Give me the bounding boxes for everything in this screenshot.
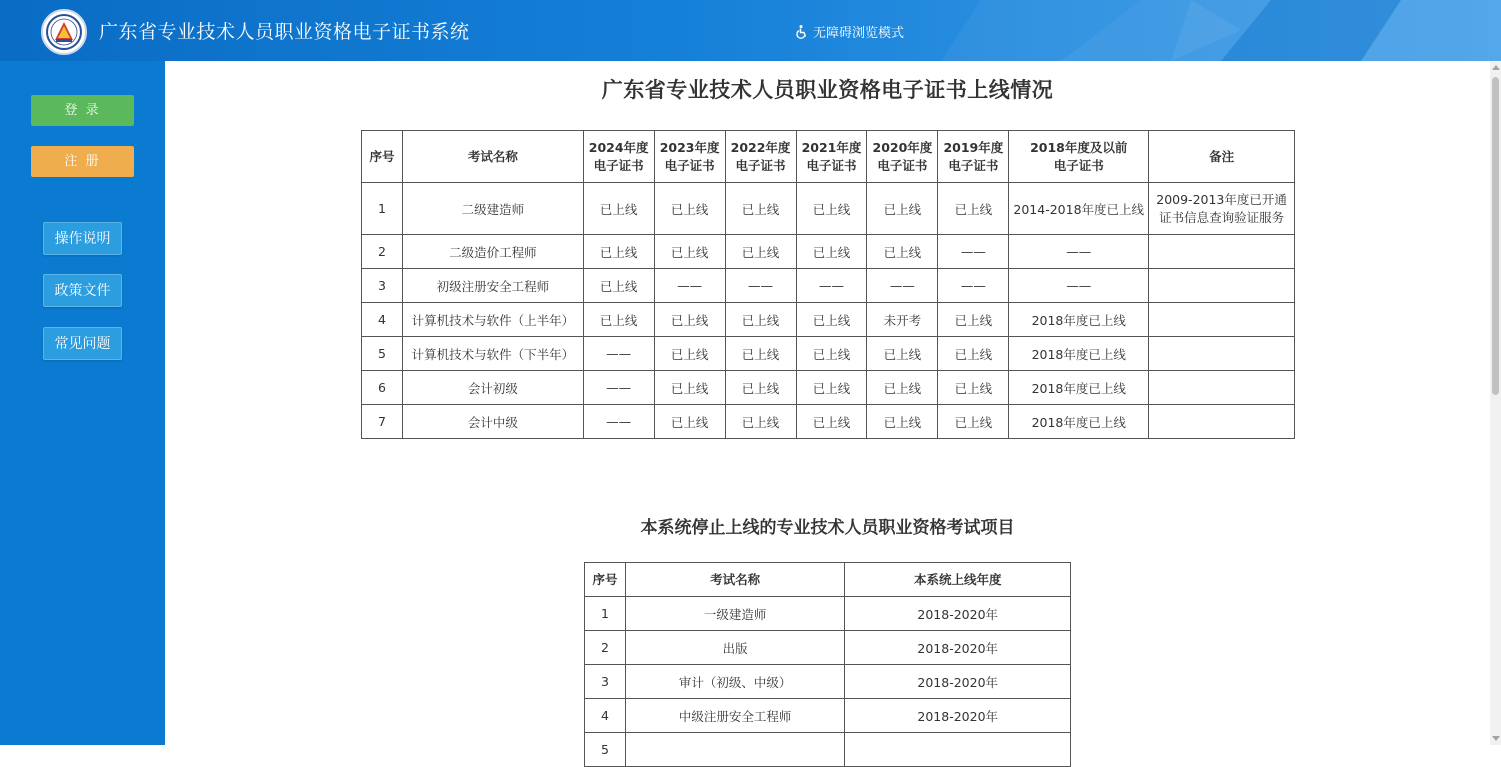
emblem-logo-icon[interactable] — [41, 9, 87, 55]
site-title: 广东省专业技术人员职业资格电子证书系统 — [99, 21, 470, 43]
discontinued-table-header-cell: 本系统上线年度 — [845, 563, 1071, 597]
status-table-cell: —— — [654, 269, 725, 303]
status-table-header-cell: 考试名称 — [402, 131, 583, 183]
status-table-cell: 已上线 — [867, 235, 938, 269]
status-table-cell: —— — [725, 269, 796, 303]
status-table-cell: 已上线 — [938, 371, 1009, 405]
status-table-cell: 6 — [362, 371, 403, 405]
status-table-cell — [1149, 405, 1295, 439]
status-table-cell: 已上线 — [796, 337, 867, 371]
status-table-cell: —— — [583, 405, 654, 439]
table-row — [362, 183, 1295, 235]
discontinued-section-title: 本系统停止上线的专业技术人员职业资格考试项目 — [640, 518, 1015, 538]
status-table-cell: 7 — [362, 405, 403, 439]
status-table-header-cell: 序号 — [362, 131, 403, 183]
status-table-cell — [1149, 303, 1295, 337]
accessibility-mode-label: 无障碍浏览模式 — [813, 26, 905, 41]
status-table-cell: 已上线 — [725, 371, 796, 405]
status-table-cell: 已上线 — [725, 405, 796, 439]
status-table-cell: 已上线 — [796, 405, 867, 439]
discontinued-table-cell: 审计（初级、中级） — [625, 665, 845, 699]
discontinued-table-cell: 5 — [585, 733, 626, 767]
login-button[interactable]: 登 录 — [31, 95, 134, 126]
status-table-cell: 已上线 — [867, 183, 938, 235]
discontinued-table-cell: 2018-2020年 — [845, 699, 1071, 733]
status-table-header-cell: 2019年度 电子证书 — [938, 131, 1009, 183]
discontinued-table-cell: 2018-2020年 — [845, 597, 1071, 631]
status-table-cell: 已上线 — [654, 337, 725, 371]
status-table-cell — [1149, 371, 1295, 405]
status-table-cell: 已上线 — [938, 405, 1009, 439]
status-table-cell: 5 — [362, 337, 403, 371]
wheelchair-icon — [796, 25, 809, 39]
status-table-cell — [1149, 235, 1295, 269]
table-row — [362, 303, 1295, 337]
status-table-cell: 已上线 — [938, 337, 1009, 371]
header — [0, 0, 1501, 61]
status-table-cell: —— — [796, 269, 867, 303]
sidebar — [0, 61, 165, 745]
status-table-cell: 计算机技术与软件（下半年） — [402, 337, 583, 371]
nav-faq-button[interactable]: 常见问题 — [43, 327, 122, 360]
status-table-header-cell: 2021年度 电子证书 — [796, 131, 867, 183]
status-table-cell: 已上线 — [796, 235, 867, 269]
table-row — [585, 631, 1071, 665]
status-table-cell: 已上线 — [867, 405, 938, 439]
status-table-cell — [1149, 337, 1295, 371]
status-table-cell: 已上线 — [867, 337, 938, 371]
nav-policy-documents-button[interactable]: 政策文件 — [43, 274, 122, 307]
status-table-cell: 2014-2018年度已上线 — [1009, 183, 1149, 235]
status-table-cell: 已上线 — [796, 303, 867, 337]
scrollbar-thumb[interactable] — [1492, 77, 1499, 395]
status-table-cell: 2018年度已上线 — [1009, 337, 1149, 371]
status-table-cell: 会计中级 — [402, 405, 583, 439]
status-table-cell: 已上线 — [654, 303, 725, 337]
discontinued-table-cell — [845, 733, 1071, 767]
status-table-cell — [1149, 269, 1295, 303]
register-button[interactable]: 注 册 — [31, 146, 134, 177]
table-row — [362, 269, 1295, 303]
discontinued-table-cell — [625, 733, 845, 767]
status-table-cell: 3 — [362, 269, 403, 303]
status-table-cell: 已上线 — [938, 303, 1009, 337]
status-table-cell: 已上线 — [867, 371, 938, 405]
discontinued-table-cell: 4 — [585, 699, 626, 733]
scroll-up-arrow-icon[interactable] — [1492, 65, 1500, 70]
status-table-cell: 2018年度已上线 — [1009, 371, 1149, 405]
main-content — [165, 61, 1490, 757]
discontinued-table-cell: 2 — [585, 631, 626, 665]
status-table-cell: 未开考 — [867, 303, 938, 337]
accessibility-mode-link[interactable] — [796, 22, 904, 41]
discontinued-table-cell: 出版 — [625, 631, 845, 665]
discontinued-table-cell: 中级注册安全工程师 — [625, 699, 845, 733]
status-table-cell: 已上线 — [583, 303, 654, 337]
table-row — [362, 405, 1295, 439]
discontinued-exams-table — [584, 562, 1071, 767]
status-table-cell: 已上线 — [796, 183, 867, 235]
vertical-scrollbar[interactable] — [1490, 61, 1501, 745]
table-row — [362, 371, 1295, 405]
discontinued-table-cell: 3 — [585, 665, 626, 699]
nav-instructions-button[interactable]: 操作说明 — [43, 222, 122, 255]
status-table-header-cell: 2018年度及以前 电子证书 — [1009, 131, 1149, 183]
status-table-cell: 已上线 — [583, 183, 654, 235]
scroll-down-arrow-icon[interactable] — [1492, 736, 1500, 741]
status-table-cell: 已上线 — [938, 183, 1009, 235]
status-table-cell: 初级注册安全工程师 — [402, 269, 583, 303]
status-table-cell: 2018年度已上线 — [1009, 405, 1149, 439]
discontinued-table-cell: 一级建造师 — [625, 597, 845, 631]
discontinued-table-header-cell: 考试名称 — [625, 563, 845, 597]
status-table-cell: 已上线 — [583, 235, 654, 269]
discontinued-table-header-cell: 序号 — [585, 563, 626, 597]
status-table-cell: —— — [938, 235, 1009, 269]
status-table-header-cell: 2023年度 电子证书 — [654, 131, 725, 183]
status-table-cell: 已上线 — [796, 371, 867, 405]
status-table-cell: 已上线 — [725, 337, 796, 371]
status-table-cell: 2 — [362, 235, 403, 269]
status-table-header-cell: 备注 — [1149, 131, 1295, 183]
table-row — [585, 699, 1071, 733]
status-table-cell: 1 — [362, 183, 403, 235]
status-table-cell: 会计初级 — [402, 371, 583, 405]
table-row — [585, 733, 1071, 767]
discontinued-table-cell: 2018-2020年 — [845, 665, 1071, 699]
status-table-cell: 2009-2013年度已开通 证书信息查询验证服务 — [1149, 183, 1295, 235]
header-decoration — [941, 0, 1501, 61]
status-table-header-cell: 2022年度 电子证书 — [725, 131, 796, 183]
table-row — [362, 235, 1295, 269]
status-table-cell: 计算机技术与软件（上半年） — [402, 303, 583, 337]
status-table-cell: 已上线 — [725, 183, 796, 235]
table-row — [585, 665, 1071, 699]
status-table-cell: —— — [583, 337, 654, 371]
status-table-cell: 已上线 — [725, 235, 796, 269]
status-table-header-cell: 2020年度 电子证书 — [867, 131, 938, 183]
status-table-cell: 已上线 — [654, 405, 725, 439]
status-table-cell: 已上线 — [654, 371, 725, 405]
status-table-cell: 已上线 — [725, 303, 796, 337]
status-table-cell: —— — [583, 371, 654, 405]
status-table-cell: 4 — [362, 303, 403, 337]
status-table-cell: —— — [867, 269, 938, 303]
status-table-cell: 2018年度已上线 — [1009, 303, 1149, 337]
status-table-cell: 已上线 — [654, 235, 725, 269]
page-title: 广东省专业技术人员职业资格电子证书上线情况 — [601, 78, 1054, 102]
discontinued-table-cell: 1 — [585, 597, 626, 631]
status-table-cell: 已上线 — [654, 183, 725, 235]
status-table-cell: 二级造价工程师 — [402, 235, 583, 269]
status-table-cell: 已上线 — [583, 269, 654, 303]
status-table-cell: 二级建造师 — [402, 183, 583, 235]
table-row — [585, 597, 1071, 631]
status-table-cell: —— — [1009, 269, 1149, 303]
status-table-cell: —— — [938, 269, 1009, 303]
status-table-cell: —— — [1009, 235, 1149, 269]
discontinued-table-cell: 2018-2020年 — [845, 631, 1071, 665]
certificate-status-table — [361, 130, 1295, 439]
status-table-header-cell: 2024年度 电子证书 — [583, 131, 654, 183]
table-row — [362, 337, 1295, 371]
